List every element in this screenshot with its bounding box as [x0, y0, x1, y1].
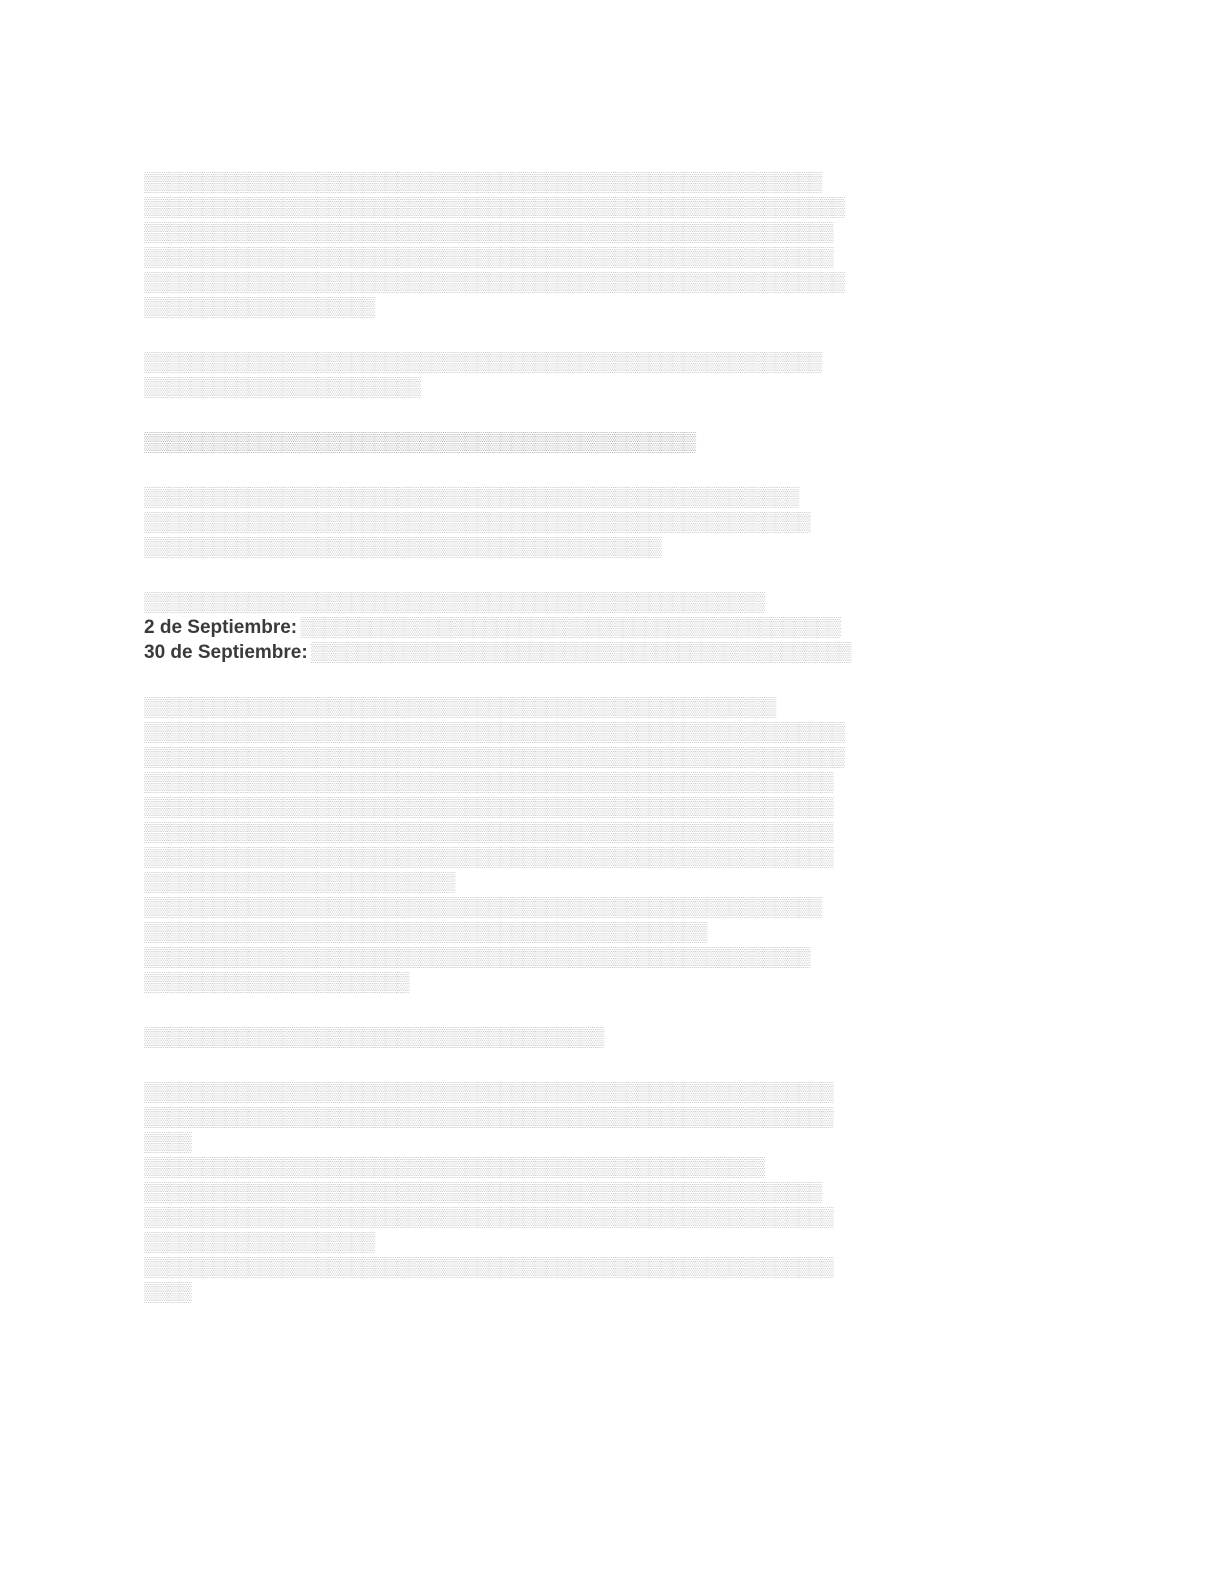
line-text: ▒▒▒▒▒▒▒▒▒▒▒▒▒▒▒▒▒▒▒▒▒▒▒▒▒▒▒▒▒▒▒▒▒▒▒▒▒▒▒▒▒▒▒▒▒▒▒▒▒▒▒▒▒▒▒▒▒▒▒▒: [144, 1082, 832, 1103]
line-text: ▒▒▒▒▒▒▒▒▒▒▒▒▒▒▒▒▒▒▒▒▒▒▒▒▒▒▒▒▒▒▒▒▒▒▒▒▒▒▒▒▒▒▒▒▒▒▒▒▒▒▒▒▒▒▒▒▒▒▒: [144, 352, 821, 373]
text-line: [144, 820, 1064, 845]
bold-date-label: 2 de Septiembre:: [144, 617, 298, 638]
line-text: ▒▒▒▒▒▒▒▒▒▒▒▒▒▒▒▒▒▒▒▒▒▒▒: [144, 972, 408, 993]
evaluation-paragraph: [144, 1025, 1064, 1050]
text-line: [144, 1205, 1064, 1230]
body-paragraph: [144, 170, 1064, 320]
text-line: [144, 615, 1064, 640]
line-text: ▒▒▒▒▒▒▒▒▒▒▒▒▒▒▒▒▒▒▒▒▒▒▒▒▒▒▒▒▒▒▒▒▒▒▒▒▒▒▒▒▒▒▒▒▒▒▒▒▒▒▒▒▒▒▒▒▒▒▒▒: [144, 247, 832, 268]
text-line: [144, 170, 1064, 195]
line-text: ▒▒▒▒▒▒▒▒▒▒▒▒▒▒▒▒▒▒▒▒▒▒▒▒▒▒▒▒▒▒▒▒▒▒▒▒▒▒▒▒▒▒▒▒▒▒▒▒▒▒▒▒▒▒▒▒▒▒: [144, 512, 809, 533]
text-line: [144, 295, 1064, 320]
line-text: ▒▒▒▒: [144, 1282, 190, 1303]
text-line: [144, 1080, 1064, 1105]
text-line: [144, 195, 1064, 220]
text-line: [144, 745, 1064, 770]
line-text: ▒▒▒▒▒▒▒▒▒▒▒▒▒▒▒▒▒▒▒▒▒▒▒▒▒▒▒▒▒▒▒▒▒▒▒▒▒▒▒▒▒▒▒▒▒▒▒▒▒▒▒▒▒▒▒▒▒▒: [144, 947, 809, 968]
text-line: [144, 1280, 1064, 1305]
line-text: ▒▒▒▒▒▒▒▒▒▒▒▒▒▒▒▒▒▒▒▒▒▒▒▒▒▒▒: [144, 872, 454, 893]
text-line: [144, 720, 1064, 745]
line-text: ▒▒▒▒▒▒▒▒▒▒▒▒▒▒▒▒▒▒▒▒▒▒▒▒▒▒▒▒▒▒▒▒▒▒▒▒▒▒▒▒▒▒▒▒▒▒▒▒▒▒▒▒▒▒▒▒▒▒▒▒: [144, 222, 832, 243]
text-line: [144, 795, 1064, 820]
line-text: ▒▒▒▒▒▒▒▒▒▒▒▒▒▒▒▒▒▒▒▒▒▒▒▒▒▒▒▒▒▒▒▒▒▒▒▒▒▒▒▒▒▒▒▒▒▒▒▒▒▒▒▒▒▒▒▒▒▒▒▒: [144, 1107, 832, 1128]
line-text: ▒▒▒▒▒▒▒▒▒▒▒▒▒▒▒▒▒▒▒▒▒▒▒▒▒▒▒▒▒▒▒▒▒▒▒▒▒▒▒▒▒▒▒▒▒▒▒▒▒▒▒▒▒▒▒▒▒▒▒▒: [144, 1257, 832, 1278]
line-text: ▒▒▒▒▒▒▒▒▒▒▒▒▒▒▒▒▒▒▒▒▒▒▒▒▒▒▒▒▒▒▒▒▒▒▒▒▒▒▒▒▒▒▒▒▒▒▒▒▒▒▒▒▒▒▒▒▒▒▒: [144, 1182, 821, 1203]
text-line: [144, 485, 1064, 510]
line-text: ▒▒▒▒▒▒▒▒▒▒▒▒▒▒▒▒▒▒▒▒▒▒▒▒▒▒▒▒▒▒▒▒▒▒▒▒▒▒▒▒▒▒▒▒▒▒▒: [297, 617, 840, 638]
line-text: ▒▒▒▒▒▒▒▒▒▒▒▒▒▒▒▒▒▒▒▒▒▒▒▒▒▒▒▒▒▒▒▒▒▒▒▒▒▒▒▒▒▒▒▒▒▒▒▒▒▒▒▒▒▒▒▒▒▒▒▒▒: [144, 747, 844, 768]
line-text: ▒▒▒▒▒▒▒▒▒▒▒▒▒▒▒▒▒▒▒▒▒▒▒▒▒▒▒▒▒▒▒▒▒▒▒▒▒▒▒▒▒▒▒▒▒▒▒▒▒▒▒▒▒▒▒▒▒▒▒▒: [144, 822, 832, 843]
line-text: ▒▒▒▒▒▒▒▒▒▒▒▒▒▒▒▒▒▒▒▒▒▒▒▒: [144, 377, 420, 398]
text-line: [144, 770, 1064, 795]
line-text: ▒▒▒▒▒▒▒▒▒▒▒▒▒▒▒▒▒▒▒▒▒▒▒▒▒▒▒▒▒▒▒▒▒▒▒▒▒▒▒▒▒▒▒▒▒▒▒▒▒▒▒▒▒▒▒▒▒▒▒: [144, 172, 821, 193]
line-text: ▒▒▒▒▒▒▒▒▒▒▒▒▒▒▒▒▒▒▒▒▒▒▒▒▒▒▒▒▒▒▒▒▒▒▒▒▒▒▒▒▒▒▒▒▒▒▒▒▒▒▒▒▒▒: [144, 592, 763, 613]
text-line: [144, 1255, 1064, 1280]
line-text: ▒▒▒▒: [144, 1132, 190, 1153]
evaluation-paragraph: [144, 485, 1064, 560]
text-line: [144, 270, 1064, 295]
text-line: [144, 1230, 1064, 1255]
line-text: ▒▒▒▒▒▒▒▒▒▒▒▒▒▒▒▒▒▒▒▒▒▒▒▒▒▒▒▒▒▒▒▒▒▒▒▒▒▒▒▒▒▒▒▒▒▒▒▒▒▒▒▒▒▒▒▒▒▒▒▒: [144, 797, 832, 818]
bold-date-label: 30 de Septiembre:: [144, 642, 308, 663]
text-line: [144, 535, 1064, 560]
text-line: [144, 920, 1064, 945]
text-line: [144, 510, 1064, 535]
line-text: ▒▒▒▒▒▒▒▒▒▒▒▒▒▒▒▒▒▒▒▒▒▒▒▒▒▒▒▒▒▒▒▒▒▒▒▒▒▒▒▒▒▒▒▒▒▒▒▒▒▒▒▒▒▒▒▒▒▒▒▒: [144, 1207, 832, 1228]
line-text: ▒▒▒▒▒▒▒▒▒▒▒▒▒▒▒▒▒▒▒▒▒▒▒▒▒▒▒▒▒▒▒▒▒▒▒▒▒▒▒▒▒▒▒▒▒▒▒▒▒▒▒▒▒▒▒: [144, 697, 775, 718]
line-text: ▒▒▒▒▒▒▒▒▒▒▒▒▒▒▒▒▒▒▒▒▒▒▒▒▒▒▒▒▒▒▒▒▒▒▒▒▒▒▒▒▒▒▒▒▒▒▒▒▒▒▒▒▒▒▒▒▒▒▒▒▒: [144, 272, 844, 293]
line-text: ▒▒▒▒▒▒▒▒▒▒▒▒▒▒▒▒▒▒▒▒▒▒▒▒▒▒▒▒▒▒▒▒▒▒▒▒▒▒▒▒▒▒▒▒▒▒▒▒▒▒▒▒▒▒: [144, 1157, 763, 1178]
line-text: ▒▒▒▒▒▒▒▒▒▒▒▒▒▒▒▒▒▒▒▒: [144, 297, 374, 318]
body-paragraph: [144, 350, 1064, 400]
text-line: [144, 1105, 1064, 1130]
text-line: [144, 590, 1064, 615]
line-text: ▒▒▒▒▒▒▒▒▒▒▒▒▒▒▒▒▒▒▒▒▒▒▒▒▒▒▒▒▒▒▒▒▒▒▒▒▒▒▒▒▒▒▒▒▒▒▒▒▒: [144, 922, 706, 943]
text-line: [144, 970, 1064, 995]
line-text: ▒▒▒▒▒▒▒▒▒▒▒▒▒▒▒▒▒▒▒▒▒▒▒▒▒▒▒▒▒▒▒▒▒▒▒▒▒▒▒▒▒▒▒▒▒▒▒▒▒▒▒▒▒▒▒▒▒▒▒▒▒: [144, 722, 844, 743]
line-text: ▒▒▒▒▒▒▒▒▒▒▒▒▒▒▒▒▒▒▒▒▒▒▒▒▒▒▒▒▒▒▒▒▒▒▒▒▒▒▒▒▒▒▒▒▒▒▒▒▒▒▒▒▒▒▒▒▒: [144, 487, 798, 508]
line-text: ▒▒▒▒▒▒▒▒▒▒▒▒▒▒▒▒▒▒▒▒▒▒▒▒▒▒▒▒▒▒▒▒▒▒▒▒▒▒▒▒▒▒▒▒▒▒▒: [307, 642, 850, 663]
text-line: [144, 1130, 1064, 1155]
text-line: [144, 845, 1064, 870]
text-line: [144, 245, 1064, 270]
line-text: ▒▒▒▒▒▒▒▒▒▒▒▒▒▒▒▒▒▒▒▒: [144, 1232, 374, 1253]
evaluation-paragraph: [144, 695, 1064, 995]
evaluation-paragraph: [144, 590, 1064, 665]
line-text: ▒▒▒▒▒▒▒▒▒▒▒▒▒▒▒▒▒▒▒▒▒▒▒▒▒▒▒▒▒▒▒▒▒▒▒▒▒▒▒▒▒▒▒▒▒▒▒▒▒▒▒▒▒▒▒▒▒▒▒▒▒: [144, 197, 844, 218]
text-line: [144, 220, 1064, 245]
line-text: ▒▒▒▒▒▒▒▒▒▒▒▒▒▒▒▒▒▒▒▒▒▒▒▒▒▒▒▒▒▒▒▒▒▒▒▒▒▒▒▒▒▒▒▒▒▒▒▒▒▒▒▒▒▒▒▒▒▒▒▒: [144, 772, 832, 793]
section-heading: ▒▒▒▒▒▒▒▒▒▒▒▒▒▒▒▒▒▒▒▒▒▒▒▒▒▒▒▒▒▒▒▒▒▒▒▒▒▒▒▒▒▒▒▒▒▒▒▒: [144, 432, 695, 453]
text-line: [144, 640, 1064, 665]
line-text: ▒▒▒▒▒▒▒▒▒▒▒▒▒▒▒▒▒▒▒▒▒▒▒▒▒▒▒▒▒▒▒▒▒▒▒▒▒▒▒▒▒▒▒▒▒: [144, 537, 660, 558]
text-line: [144, 1180, 1064, 1205]
document-body: [144, 170, 1064, 1335]
text-line: [144, 1025, 1064, 1050]
text-line: [144, 375, 1064, 400]
line-text: ▒▒▒▒▒▒▒▒▒▒▒▒▒▒▒▒▒▒▒▒▒▒▒▒▒▒▒▒▒▒▒▒▒▒▒▒▒▒▒▒▒▒▒▒▒▒▒▒▒▒▒▒▒▒▒▒▒▒▒: [144, 897, 821, 918]
line-text: ▒▒▒▒▒▒▒▒▒▒▒▒▒▒▒▒▒▒▒▒▒▒▒▒▒▒▒▒▒▒▒▒▒▒▒▒▒▒▒▒: [144, 1027, 603, 1048]
text-line: [144, 945, 1064, 970]
text-line: [144, 350, 1064, 375]
text-line: [144, 695, 1064, 720]
line-text: ▒▒▒▒▒▒▒▒▒▒▒▒▒▒▒▒▒▒▒▒▒▒▒▒▒▒▒▒▒▒▒▒▒▒▒▒▒▒▒▒▒▒▒▒▒▒▒▒▒▒▒▒▒▒▒▒▒▒▒▒: [144, 847, 832, 868]
evaluation-paragraph: [144, 1080, 1064, 1305]
text-line: [144, 895, 1064, 920]
text-line: [144, 870, 1064, 895]
text-line: [144, 1155, 1064, 1180]
